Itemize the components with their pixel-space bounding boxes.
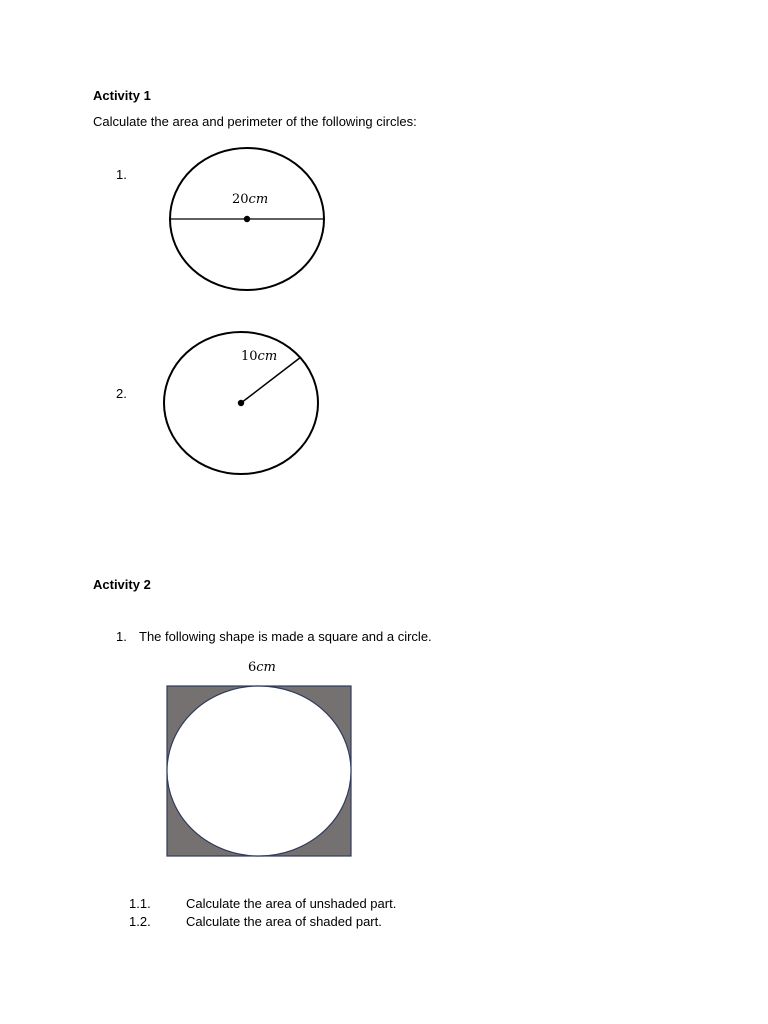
item-1-number: 1.	[116, 167, 127, 182]
center-dot	[238, 400, 244, 406]
circle-radius-figure	[155, 322, 335, 487]
activity-1-heading: Activity 1	[93, 88, 151, 103]
diameter-value: 20	[232, 192, 249, 207]
question-text: The following shape is made a square and a circle.	[139, 629, 432, 644]
subquestion-1-text: Calculate the area of unshaded part.	[186, 896, 397, 911]
question-number: 1.	[116, 629, 127, 644]
subquestion-1-number: 1.1.	[129, 896, 151, 911]
square-side-value: 6	[248, 660, 257, 675]
diameter-unit: cm	[248, 192, 269, 207]
circle-diameter-figure	[160, 140, 340, 310]
square-side-unit: cm	[256, 660, 276, 675]
item-2-number: 2.	[116, 386, 127, 401]
radius-value: 10	[241, 349, 258, 364]
diameter-label	[232, 192, 268, 207]
activity-2-heading: Activity 2	[93, 577, 151, 592]
square-side-label	[248, 660, 276, 675]
subquestion-2-text: Calculate the area of shaded part.	[186, 914, 382, 929]
unshaded-circle	[167, 686, 351, 856]
activity-1-instruction: Calculate the area and perimeter of the following circles:	[93, 114, 417, 129]
subquestion-2-number: 1.2.	[129, 914, 151, 929]
square-circle-figure	[166, 685, 353, 858]
center-dot	[244, 216, 250, 222]
radius-unit: cm	[257, 349, 278, 364]
radius-label	[241, 349, 277, 364]
